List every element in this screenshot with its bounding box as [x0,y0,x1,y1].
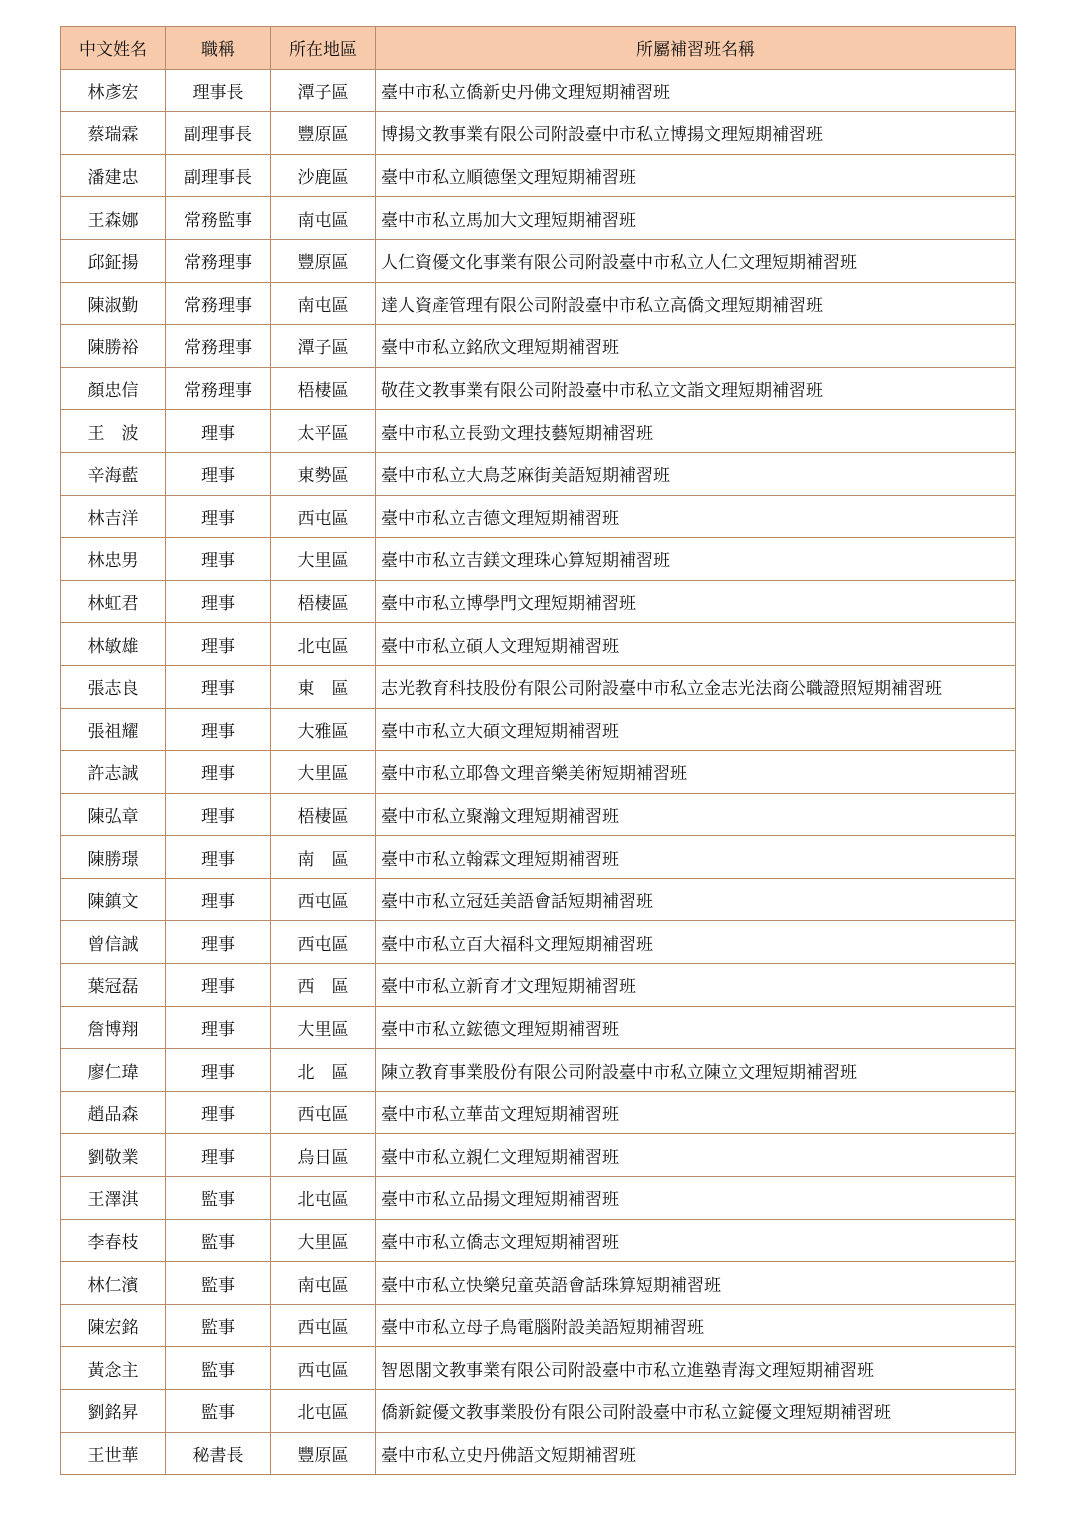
district-cell: 南屯區 [271,197,376,240]
school-cell: 臺中市私立吉鎂文理珠心算短期補習班 [376,538,1016,581]
name-cell: 趙品森 [61,1091,166,1134]
table-row [61,410,1016,453]
school-cell: 臺中市私立親仁文理短期補習班 [376,1134,1016,1177]
title-cell: 理事 [166,538,271,581]
table-row [61,239,1016,282]
title-cell: 常務理事 [166,325,271,368]
name-cell: 陳鎮文 [61,878,166,921]
table-row [61,623,1016,666]
district-cell: 梧棲區 [271,580,376,623]
title-cell: 監事 [166,1262,271,1305]
district-cell: 西屯區 [271,1304,376,1347]
table-row [61,1177,1016,1220]
header-title: 職稱 [166,27,271,70]
school-cell: 智恩閣文教事業有限公司附設臺中市私立進塾青海文理短期補習班 [376,1347,1016,1390]
district-cell: 西屯區 [271,878,376,921]
table-row [61,708,1016,751]
name-cell: 張志良 [61,665,166,708]
school-cell: 臺中市私立長勁文理技藝短期補習班 [376,410,1016,453]
title-cell: 理事長 [166,69,271,112]
title-cell: 理事 [166,495,271,538]
table-row [61,197,1016,240]
school-cell: 臺中市私立馬加大文理短期補習班 [376,197,1016,240]
title-cell: 秘書長 [166,1432,271,1475]
name-cell: 林彥宏 [61,69,166,112]
title-cell: 常務理事 [166,282,271,325]
district-cell: 北屯區 [271,1177,376,1220]
title-cell: 理事 [166,793,271,836]
table-row [61,1390,1016,1433]
name-cell: 王澤淇 [61,1177,166,1220]
title-cell: 理事 [166,410,271,453]
table-row [61,665,1016,708]
district-cell: 西屯區 [271,1091,376,1134]
name-cell: 陳淑勤 [61,282,166,325]
school-cell: 臺中市私立大碩文理短期補習班 [376,708,1016,751]
school-cell: 臺中市私立聚瀚文理短期補習班 [376,793,1016,836]
title-cell: 理事 [166,623,271,666]
title-cell: 理事 [166,708,271,751]
name-cell: 廖仁瑋 [61,1049,166,1092]
district-cell: 沙鹿區 [271,154,376,197]
name-cell: 劉銘昇 [61,1390,166,1433]
name-cell: 張祖耀 [61,708,166,751]
name-cell: 辛海藍 [61,452,166,495]
name-cell: 陳宏銘 [61,1304,166,1347]
title-cell: 理事 [166,665,271,708]
school-cell: 志光教育科技股份有限公司附設臺中市私立金志光法商公職證照短期補習班 [376,665,1016,708]
district-cell: 大里區 [271,538,376,581]
title-cell: 理事 [166,836,271,879]
district-cell: 太平區 [271,410,376,453]
name-cell: 陳弘章 [61,793,166,836]
district-cell: 西 區 [271,964,376,1007]
header-school: 所屬補習班名稱 [376,27,1016,70]
school-cell: 臺中市私立史丹佛語文短期補習班 [376,1432,1016,1475]
name-cell: 黃念主 [61,1347,166,1390]
school-cell: 僑新錠優文教事業股份有限公司附設臺中市私立錠優文理短期補習班 [376,1390,1016,1433]
table-row [61,1091,1016,1134]
district-cell: 豐原區 [271,239,376,282]
district-cell: 大里區 [271,1006,376,1049]
table-row [61,1134,1016,1177]
name-cell: 林仁濱 [61,1262,166,1305]
district-cell: 南 區 [271,836,376,879]
school-cell: 陳立教育事業股份有限公司附設臺中市私立陳立文理短期補習班 [376,1049,1016,1092]
table-row [61,112,1016,155]
header-name: 中文姓名 [61,27,166,70]
name-cell: 潘建忠 [61,154,166,197]
name-cell: 曾信誠 [61,921,166,964]
district-cell: 北 區 [271,1049,376,1092]
name-cell: 劉敬業 [61,1134,166,1177]
district-cell: 梧棲區 [271,793,376,836]
table-row [61,921,1016,964]
district-cell: 東勢區 [271,452,376,495]
table-row [61,1262,1016,1305]
district-cell: 豐原區 [271,1432,376,1475]
title-cell: 常務理事 [166,239,271,282]
district-cell: 南屯區 [271,282,376,325]
name-cell: 蔡瑞霖 [61,112,166,155]
district-cell: 西屯區 [271,1347,376,1390]
district-cell: 大里區 [271,751,376,794]
school-cell: 臺中市私立鋐德文理短期補習班 [376,1006,1016,1049]
table-row [61,1347,1016,1390]
school-cell: 臺中市私立吉德文理短期補習班 [376,495,1016,538]
table-row [61,1219,1016,1262]
title-cell: 理事 [166,878,271,921]
table-row [61,282,1016,325]
table-row [61,793,1016,836]
school-cell: 臺中市私立品揚文理短期補習班 [376,1177,1016,1220]
district-cell: 潭子區 [271,69,376,112]
title-cell: 理事 [166,580,271,623]
name-cell: 王森娜 [61,197,166,240]
table-row [61,154,1016,197]
table-row [61,452,1016,495]
district-cell: 烏日區 [271,1134,376,1177]
header-row [61,27,1016,70]
table-row [61,580,1016,623]
title-cell: 理事 [166,1091,271,1134]
school-cell: 博揚文教事業有限公司附設臺中市私立博揚文理短期補習班 [376,112,1016,155]
district-cell: 西屯區 [271,921,376,964]
name-cell: 邱鉦揚 [61,239,166,282]
school-cell: 臺中市私立碩人文理短期補習班 [376,623,1016,666]
member-roster-table [60,26,1016,1475]
title-cell: 理事 [166,1134,271,1177]
title-cell: 副理事長 [166,112,271,155]
school-cell: 臺中市私立新育才文理短期補習班 [376,964,1016,1007]
table-row [61,367,1016,410]
school-cell: 臺中市私立冠廷美語會話短期補習班 [376,878,1016,921]
name-cell: 林虹君 [61,580,166,623]
title-cell: 監事 [166,1219,271,1262]
district-cell: 北屯區 [271,623,376,666]
school-cell: 臺中市私立華苗文理短期補習班 [376,1091,1016,1134]
table-row [61,1049,1016,1092]
header-district: 所在地區 [271,27,376,70]
title-cell: 副理事長 [166,154,271,197]
title-cell: 理事 [166,921,271,964]
district-cell: 北屯區 [271,1390,376,1433]
school-cell: 臺中市私立百大福科文理短期補習班 [376,921,1016,964]
district-cell: 南屯區 [271,1262,376,1305]
title-cell: 監事 [166,1347,271,1390]
name-cell: 許志誠 [61,751,166,794]
district-cell: 梧棲區 [271,367,376,410]
district-cell: 東 區 [271,665,376,708]
district-cell: 潭子區 [271,325,376,368]
school-cell: 臺中市私立僑志文理短期補習班 [376,1219,1016,1262]
school-cell: 臺中市私立大鳥芝麻街美語短期補習班 [376,452,1016,495]
school-cell: 臺中市私立耶魯文理音樂美術短期補習班 [376,751,1016,794]
district-cell: 豐原區 [271,112,376,155]
title-cell: 監事 [166,1390,271,1433]
table-row [61,751,1016,794]
table-row [61,325,1016,368]
table-row [61,878,1016,921]
name-cell: 李春枝 [61,1219,166,1262]
title-cell: 監事 [166,1177,271,1220]
district-cell: 大里區 [271,1219,376,1262]
district-cell: 大雅區 [271,708,376,751]
name-cell: 葉冠磊 [61,964,166,1007]
school-cell: 臺中市私立翰霖文理短期補習班 [376,836,1016,879]
name-cell: 王 波 [61,410,166,453]
table-row [61,964,1016,1007]
title-cell: 監事 [166,1304,271,1347]
school-cell: 臺中市私立母子鳥電腦附設美語短期補習班 [376,1304,1016,1347]
title-cell: 理事 [166,751,271,794]
table-row [61,69,1016,112]
table-row [61,538,1016,581]
school-cell: 臺中市私立博學門文理短期補習班 [376,580,1016,623]
name-cell: 陳勝裕 [61,325,166,368]
table-row [61,1432,1016,1475]
roster-body [61,69,1016,1475]
title-cell: 常務理事 [166,367,271,410]
school-cell: 臺中市私立快樂兒童英語會話珠算短期補習班 [376,1262,1016,1305]
school-cell: 敬荏文教事業有限公司附設臺中市私立文詣文理短期補習班 [376,367,1016,410]
school-cell: 臺中市私立銘欣文理短期補習班 [376,325,1016,368]
title-cell: 理事 [166,452,271,495]
table-row [61,495,1016,538]
name-cell: 林敏雄 [61,623,166,666]
table-row [61,1304,1016,1347]
name-cell: 林忠男 [61,538,166,581]
district-cell: 西屯區 [271,495,376,538]
name-cell: 顏忠信 [61,367,166,410]
name-cell: 詹博翔 [61,1006,166,1049]
school-cell: 人仁資優文化事業有限公司附設臺中市私立人仁文理短期補習班 [376,239,1016,282]
school-cell: 臺中市私立僑新史丹佛文理短期補習班 [376,69,1016,112]
school-cell: 達人資產管理有限公司附設臺中市私立高僑文理短期補習班 [376,282,1016,325]
name-cell: 王世華 [61,1432,166,1475]
table-row [61,836,1016,879]
name-cell: 陳勝璟 [61,836,166,879]
school-cell: 臺中市私立順德堡文理短期補習班 [376,154,1016,197]
title-cell: 理事 [166,1006,271,1049]
title-cell: 理事 [166,964,271,1007]
title-cell: 理事 [166,1049,271,1092]
table-row [61,1006,1016,1049]
title-cell: 常務監事 [166,197,271,240]
name-cell: 林吉洋 [61,495,166,538]
